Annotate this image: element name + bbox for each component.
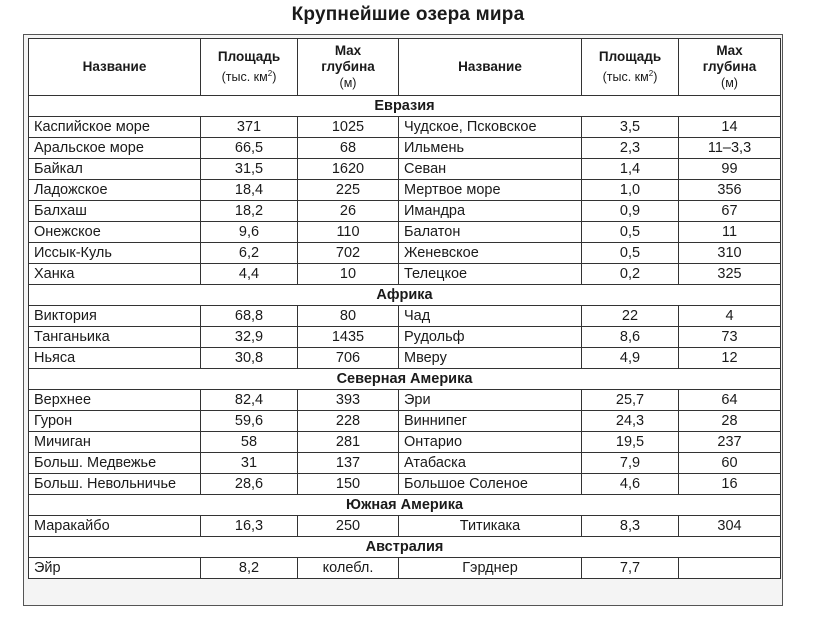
lake-name-left: Ладожское [29, 180, 201, 201]
lake-depth-right: 28 [679, 411, 781, 432]
lake-area-left: 4,4 [201, 264, 298, 285]
lake-name-right: Имандра [399, 201, 582, 222]
lake-area-left: 28,6 [201, 474, 298, 495]
lake-depth-left: 281 [298, 432, 399, 453]
lake-depth-right: 14 [679, 117, 781, 138]
lake-name-left: Байкал [29, 159, 201, 180]
region-heading: Южная Америка [29, 495, 781, 516]
lake-area-left: 59,6 [201, 411, 298, 432]
lake-name-left: Ньяса [29, 348, 201, 369]
table-row [29, 474, 781, 495]
table-row [29, 453, 781, 474]
lake-area-right: 0,5 [582, 222, 679, 243]
lake-area-left: 9,6 [201, 222, 298, 243]
lake-area-left: 68,8 [201, 306, 298, 327]
lake-depth-right [679, 558, 781, 579]
table-row [29, 348, 781, 369]
region-heading: Австралия [29, 537, 781, 558]
lake-name-right: Рудольф [399, 327, 582, 348]
lake-name-right: Гэрднер [399, 558, 582, 579]
lake-area-right: 7,7 [582, 558, 679, 579]
lake-depth-right: 304 [679, 516, 781, 537]
header-row [29, 39, 781, 96]
lake-depth-left: 26 [298, 201, 399, 222]
lake-area-right: 19,5 [582, 432, 679, 453]
region-row [29, 369, 781, 390]
region-heading: Евразия [29, 96, 781, 117]
lake-depth-left: колебл. [298, 558, 399, 579]
lake-name-left: Каспийское море [29, 117, 201, 138]
table-row [29, 138, 781, 159]
lake-area-left: 18,4 [201, 180, 298, 201]
header-area-unit: (тыс. $км^2$) [221, 68, 277, 84]
lake-area-left: 82,4 [201, 390, 298, 411]
lake-depth-right: 73 [679, 327, 781, 348]
lake-area-right: 7,9 [582, 453, 679, 474]
lake-name-left: Танганьика [29, 327, 201, 348]
region-heading: Северная Америка [29, 369, 781, 390]
lake-name-left: Онежское [29, 222, 201, 243]
lake-name-left: Аральское море [29, 138, 201, 159]
table-row [29, 159, 781, 180]
lake-name-right: Чад [399, 306, 582, 327]
region-heading: Африка [29, 285, 781, 306]
lake-depth-right: 60 [679, 453, 781, 474]
lake-depth-left: 10 [298, 264, 399, 285]
lake-area-left: 32,9 [201, 327, 298, 348]
lake-area-right: 22 [582, 306, 679, 327]
table-row [29, 201, 781, 222]
lake-name-right: Мверу [399, 348, 582, 369]
lake-depth-left: 137 [298, 453, 399, 474]
table-row [29, 117, 781, 138]
lakes-table [28, 38, 781, 579]
lake-depth-right: 237 [679, 432, 781, 453]
header-area-left [201, 39, 298, 96]
region-row [29, 495, 781, 516]
lake-name-right: Большое Соленое [399, 474, 582, 495]
lake-area-left: 66,5 [201, 138, 298, 159]
lake-depth-right: 11 [679, 222, 781, 243]
lake-depth-right: 99 [679, 159, 781, 180]
lake-area-right: 4,6 [582, 474, 679, 495]
header-area-label: Площадь [217, 49, 281, 65]
lake-name-right: Эри [399, 390, 582, 411]
lake-depth-left: 1025 [298, 117, 399, 138]
lake-area-left: 371 [201, 117, 298, 138]
lake-area-right: 2,3 [582, 138, 679, 159]
lake-depth-left: 110 [298, 222, 399, 243]
lake-area-right: 1,0 [582, 180, 679, 201]
lake-area-right: 0,2 [582, 264, 679, 285]
lake-name-left: Виктория [29, 306, 201, 327]
lake-depth-left: 706 [298, 348, 399, 369]
lake-name-left: Гурон [29, 411, 201, 432]
lake-area-right: 0,5 [582, 243, 679, 264]
lake-depth-right: 4 [679, 306, 781, 327]
lake-area-right: 8,3 [582, 516, 679, 537]
table-row [29, 390, 781, 411]
lake-depth-left: 1435 [298, 327, 399, 348]
lake-name-right: Севан [399, 159, 582, 180]
region-row [29, 96, 781, 117]
header-name-left: Название [29, 39, 201, 96]
lake-depth-right: 11–3,3 [679, 138, 781, 159]
table-row [29, 243, 781, 264]
lake-depth-left: 68 [298, 138, 399, 159]
lake-name-left: Иссык-Куль [29, 243, 201, 264]
page-title: Крупнейшие озера мира [291, 4, 525, 25]
lake-depth-left: 393 [298, 390, 399, 411]
header-depth-right: Max глубина (м) [679, 39, 781, 96]
lake-depth-left: 1620 [298, 159, 399, 180]
table-row [29, 180, 781, 201]
lake-area-left: 58 [201, 432, 298, 453]
lake-depth-right: 12 [679, 348, 781, 369]
lake-name-left: Верхнее [29, 390, 201, 411]
lake-name-right: Атабаска [399, 453, 582, 474]
lake-name-right: Телецкое [399, 264, 582, 285]
lake-area-right: 8,6 [582, 327, 679, 348]
lake-depth-right: 16 [679, 474, 781, 495]
lake-depth-right: 64 [679, 390, 781, 411]
lake-depth-left: 80 [298, 306, 399, 327]
lake-depth-left: 225 [298, 180, 399, 201]
table-row [29, 306, 781, 327]
lake-name-right: Мертвое море [399, 180, 582, 201]
table-row [29, 516, 781, 537]
lake-area-right: 1,4 [582, 159, 679, 180]
lake-depth-right: 310 [679, 243, 781, 264]
lake-name-right: Титикака [399, 516, 582, 537]
region-row [29, 537, 781, 558]
lake-area-left: 31,5 [201, 159, 298, 180]
lake-depth-left: 150 [298, 474, 399, 495]
lake-name-left: Мичиган [29, 432, 201, 453]
lake-area-right: 4,9 [582, 348, 679, 369]
header-name-right: Название [399, 39, 582, 96]
lake-name-right: Женевское [399, 243, 582, 264]
lake-depth-left: 250 [298, 516, 399, 537]
header-depth-left: Max глубина (м) [298, 39, 399, 96]
lake-name-left: Маракайбо [29, 516, 201, 537]
table-row [29, 327, 781, 348]
lake-depth-right: 356 [679, 180, 781, 201]
lake-name-left: Балхаш [29, 201, 201, 222]
lake-area-left: 8,2 [201, 558, 298, 579]
lake-depth-right: 67 [679, 201, 781, 222]
lake-area-left: 16,3 [201, 516, 298, 537]
lake-area-right: 25,7 [582, 390, 679, 411]
lake-name-right: Виннипег [399, 411, 582, 432]
lake-area-left: 18,2 [201, 201, 298, 222]
lake-name-left: Ханка [29, 264, 201, 285]
lakes-table-body [29, 96, 781, 579]
table-row [29, 222, 781, 243]
lake-name-right: Чудское, Псковское [399, 117, 582, 138]
lake-depth-right: 325 [679, 264, 781, 285]
lake-name-right: Онтарио [399, 432, 582, 453]
lake-name-left: Больш. Невольничье [29, 474, 201, 495]
header-area-right: Площадь (тыс. $км^2$) [582, 39, 679, 96]
lake-name-left: Больш. Медвежье [29, 453, 201, 474]
table-row [29, 411, 781, 432]
lake-name-right: Ильмень [399, 138, 582, 159]
lake-name-right: Балатон [399, 222, 582, 243]
lake-name-left: Эйр [29, 558, 201, 579]
lake-depth-left: 228 [298, 411, 399, 432]
lake-depth-left: 702 [298, 243, 399, 264]
lake-area-right: 3,5 [582, 117, 679, 138]
lake-area-left: 6,2 [201, 243, 298, 264]
lake-area-right: 0,9 [582, 201, 679, 222]
lake-area-left: 30,8 [201, 348, 298, 369]
region-row [29, 285, 781, 306]
table-row [29, 264, 781, 285]
lake-area-left: 31 [201, 453, 298, 474]
lake-area-right: 24,3 [582, 411, 679, 432]
table-row [29, 558, 781, 579]
table-row [29, 432, 781, 453]
